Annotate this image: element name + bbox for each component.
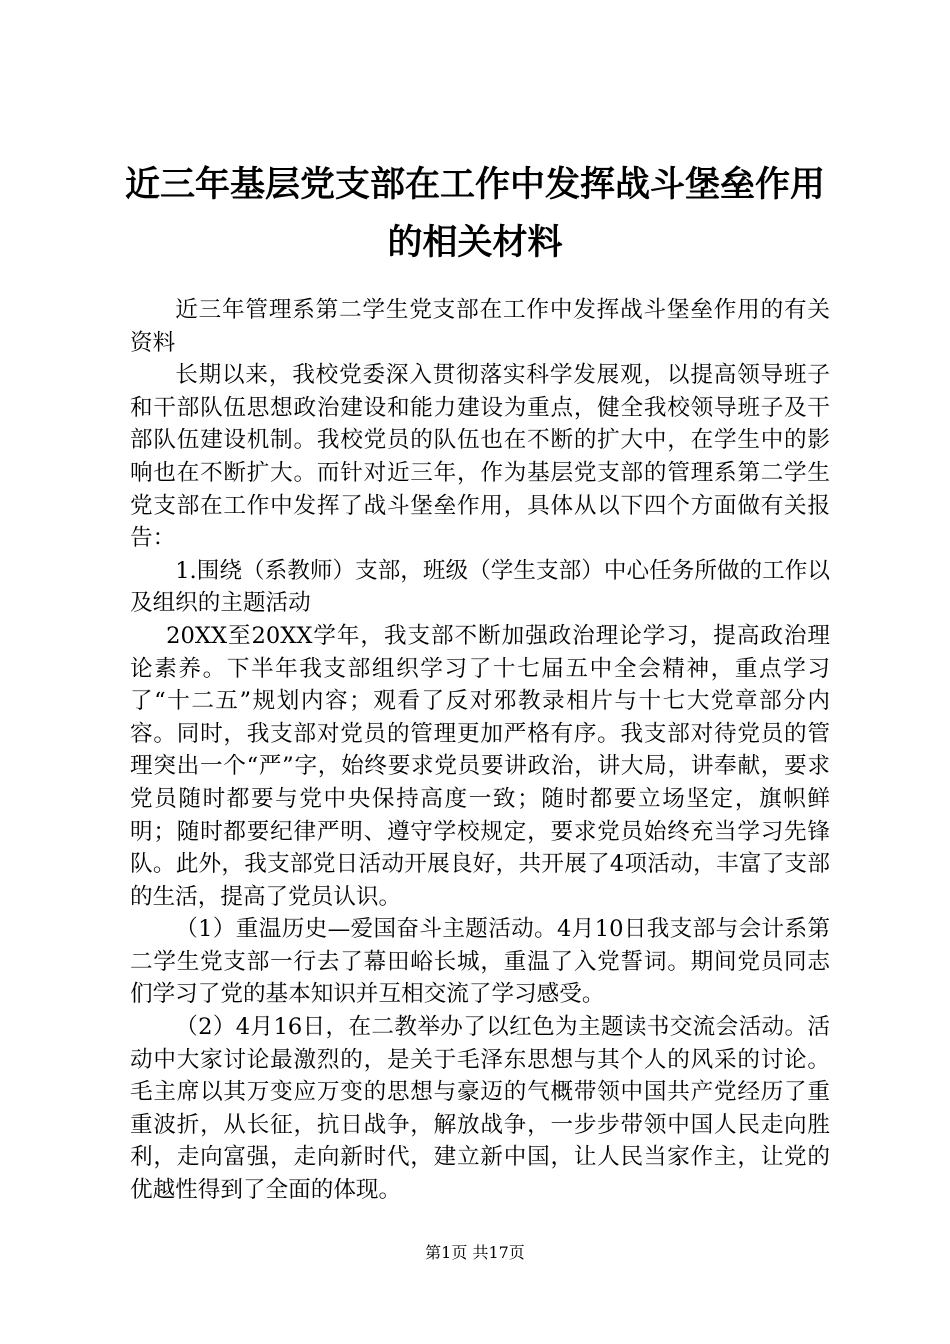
body-paragraph-study: 20XX至20XX学年，我支部不断加强政治理论学习，提高政治理论素养。下半年我支部组织学习了十七届五中全会精神，重点学习了“十二五”规划内容；观看了反对邪教录相片与十七大党章部分内容。同时，我支部对党员的管理更加严格有序。我支部对待党员的管理突出一个“严”字，始终要求党员要讲政治，讲大局，讲奉献，要求党员随时都要与党中央保持高度一致；随时都要立场坚定，旗帜鲜明；随时都要纪律严明、遵守学校规定，要求党员始终充当学习先锋队。此外，我支部党日活动开展良好，共开展了4项活动，丰富了支部的生活，提高了党员认识。	[130, 622, 830, 910]
document-title-line1: 近三年基层党支部在工作中发挥战斗堡垒作用	[124, 165, 825, 205]
page-footer: 第1页 共17页	[425, 1243, 525, 1262]
document-title-line2: 的相关材料	[387, 223, 563, 263]
body-paragraph-section-heading: 1.围绕（系教师）支部，班级（学生支部）中心任务所做的工作以及组织的主题活动	[130, 557, 830, 617]
body-paragraph-activity-2: （2）4月16日，在二教举办了以红色为主题读书交流会活动。活动中大家讨论最激烈的，是关于毛泽东思想与其个人的风采的讨论。毛主席以其万变应万变的思想与豪迈的气概带领中国共产党经历了重重波折，从长征，抗日战争，解放战争，一步步带领中国人民走向胜利，走向富强，走向新时代，建立新中国，让人民当家作主，让党的优越性得到了全面的体现。	[130, 1014, 830, 1204]
body-paragraph-activity-1: （1）重温历史—爱国奋斗主题活动。4月10日我支部与会计系第二学生党支部一行去了幕田峪长城，重温了入党誓词。期间党员同志们学习了党的基本知识并互相交流了学习感受。	[130, 916, 830, 1008]
body-paragraph-subtitle: 近三年管理系第二学生党支部在工作中发挥战斗堡垒作用的有关资料	[130, 297, 830, 356]
body-paragraph-intro: 长期以来，我校党委深入贯彻落实科学发展观，以提高领导班子和干部队伍思想政治建设和能力建设为重点，健全我校领导班子及干部队伍建设机制。我校党员的队伍也在不断的扩大中，在学生中的影响也在不断扩大。而针对近三年，作为基层党支部的管理系第二学生党支部在工作中发挥了战斗堡垒作用，具体从以下四个方面做有关报告：	[130, 362, 830, 552]
document-body	[130, 294, 830, 1207]
